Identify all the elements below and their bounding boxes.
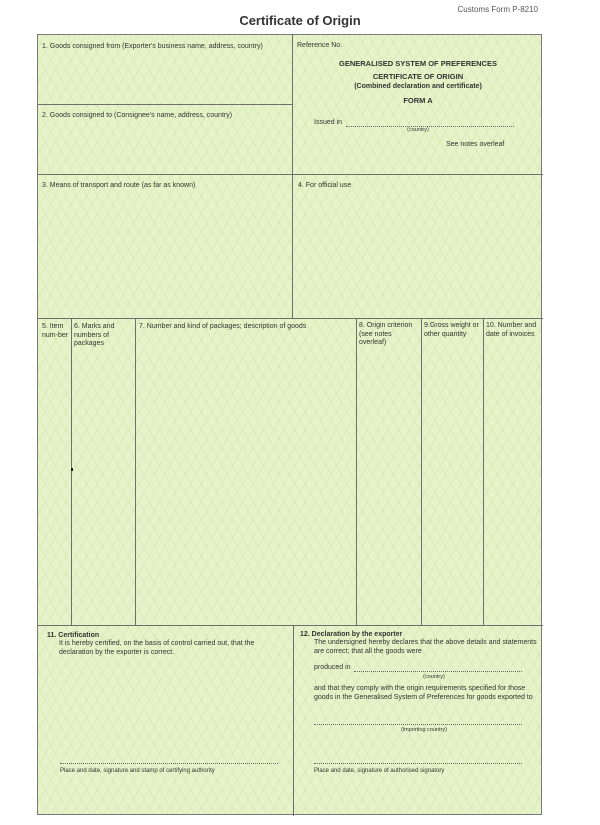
box11-signature-line[interactable] [60, 763, 278, 764]
divider-col7 [356, 318, 357, 625]
divider-box11-box12 [293, 625, 294, 816]
box2-label: 2. Goods consigned to (Consignee's name, address, country) [42, 112, 233, 119]
page-title: Certificate of Origin [239, 13, 361, 28]
margin-mark [71, 468, 73, 471]
box4-label: 4. For official use [298, 182, 352, 189]
divider-col8 [421, 318, 422, 625]
country-caption: (country) [407, 127, 429, 133]
col7-header: 7. Number and kind of packages; description of goods [139, 323, 307, 330]
divider-col9 [483, 318, 484, 625]
box12-heading: 12. Declaration by the exporter [300, 631, 403, 638]
divider-box3-columns [38, 318, 543, 319]
box12-text1: The undersigned hereby declares that the above details and statements are correct; that all the goods were [314, 639, 537, 655]
see-notes-label: See notes overleaf [446, 141, 505, 148]
col5-header: 5. Item num-ber [42, 323, 69, 339]
divider-col5 [71, 318, 72, 625]
box12-text2: and that they comply with the origin requirements specified for those goods in the Generalised System of Preferences for goods exported to [314, 685, 533, 701]
divider-left-right-top [292, 35, 293, 318]
certificate-form [37, 34, 542, 815]
box11-text: It is hereby certified, on the basis of control carried out, that the declaration by the exporter is correct. [59, 640, 255, 656]
form-number: Customs Form P-8210 [457, 5, 538, 14]
reference-label: Reference No. [297, 42, 343, 49]
combined-heading: (Combined declaration and certificate) [354, 83, 482, 90]
box11-signature-caption: Place and date, signature and stamp of certifying authority [60, 768, 215, 774]
divider-col6 [135, 318, 136, 625]
col8-header: 8. Origin criterion (see notes overleaf) [359, 322, 413, 346]
box12-signature-line[interactable] [314, 763, 522, 764]
importing-country-field[interactable] [314, 724, 522, 725]
produced-country-caption: (country) [423, 674, 445, 680]
divider-columns-bottom [38, 625, 543, 626]
col9-header: 9.Gross weight or other quantity [424, 322, 479, 338]
box12-signature-caption: Place and date, signature of authorised signatory [314, 768, 445, 774]
importing-country-caption: (importing country) [401, 727, 447, 733]
issued-in-label: Issued in [314, 119, 343, 126]
gsp-heading: GENERALISED SYSTEM OF PREFERENCES [339, 59, 497, 68]
box1-label: 1. Goods consigned from (Exporter's business name, address, country) [42, 43, 263, 50]
produced-in-label: produced in [314, 664, 351, 671]
col10-header: 10. Number and date of invoices [486, 322, 537, 338]
certificate-heading: CERTIFICATE OF ORIGIN [372, 72, 464, 81]
produced-in-field[interactable] [354, 671, 522, 672]
col6-header: 6. Marks and numbers of packages [74, 323, 115, 347]
box11-heading: 11. Certification [47, 632, 100, 639]
divider-box2-box3 [38, 174, 543, 175]
box3-label: 3. Means of transport and route (as far as known) [42, 182, 196, 189]
form-a-heading: FORM A [403, 96, 433, 105]
divider-box1-box2 [38, 104, 292, 105]
